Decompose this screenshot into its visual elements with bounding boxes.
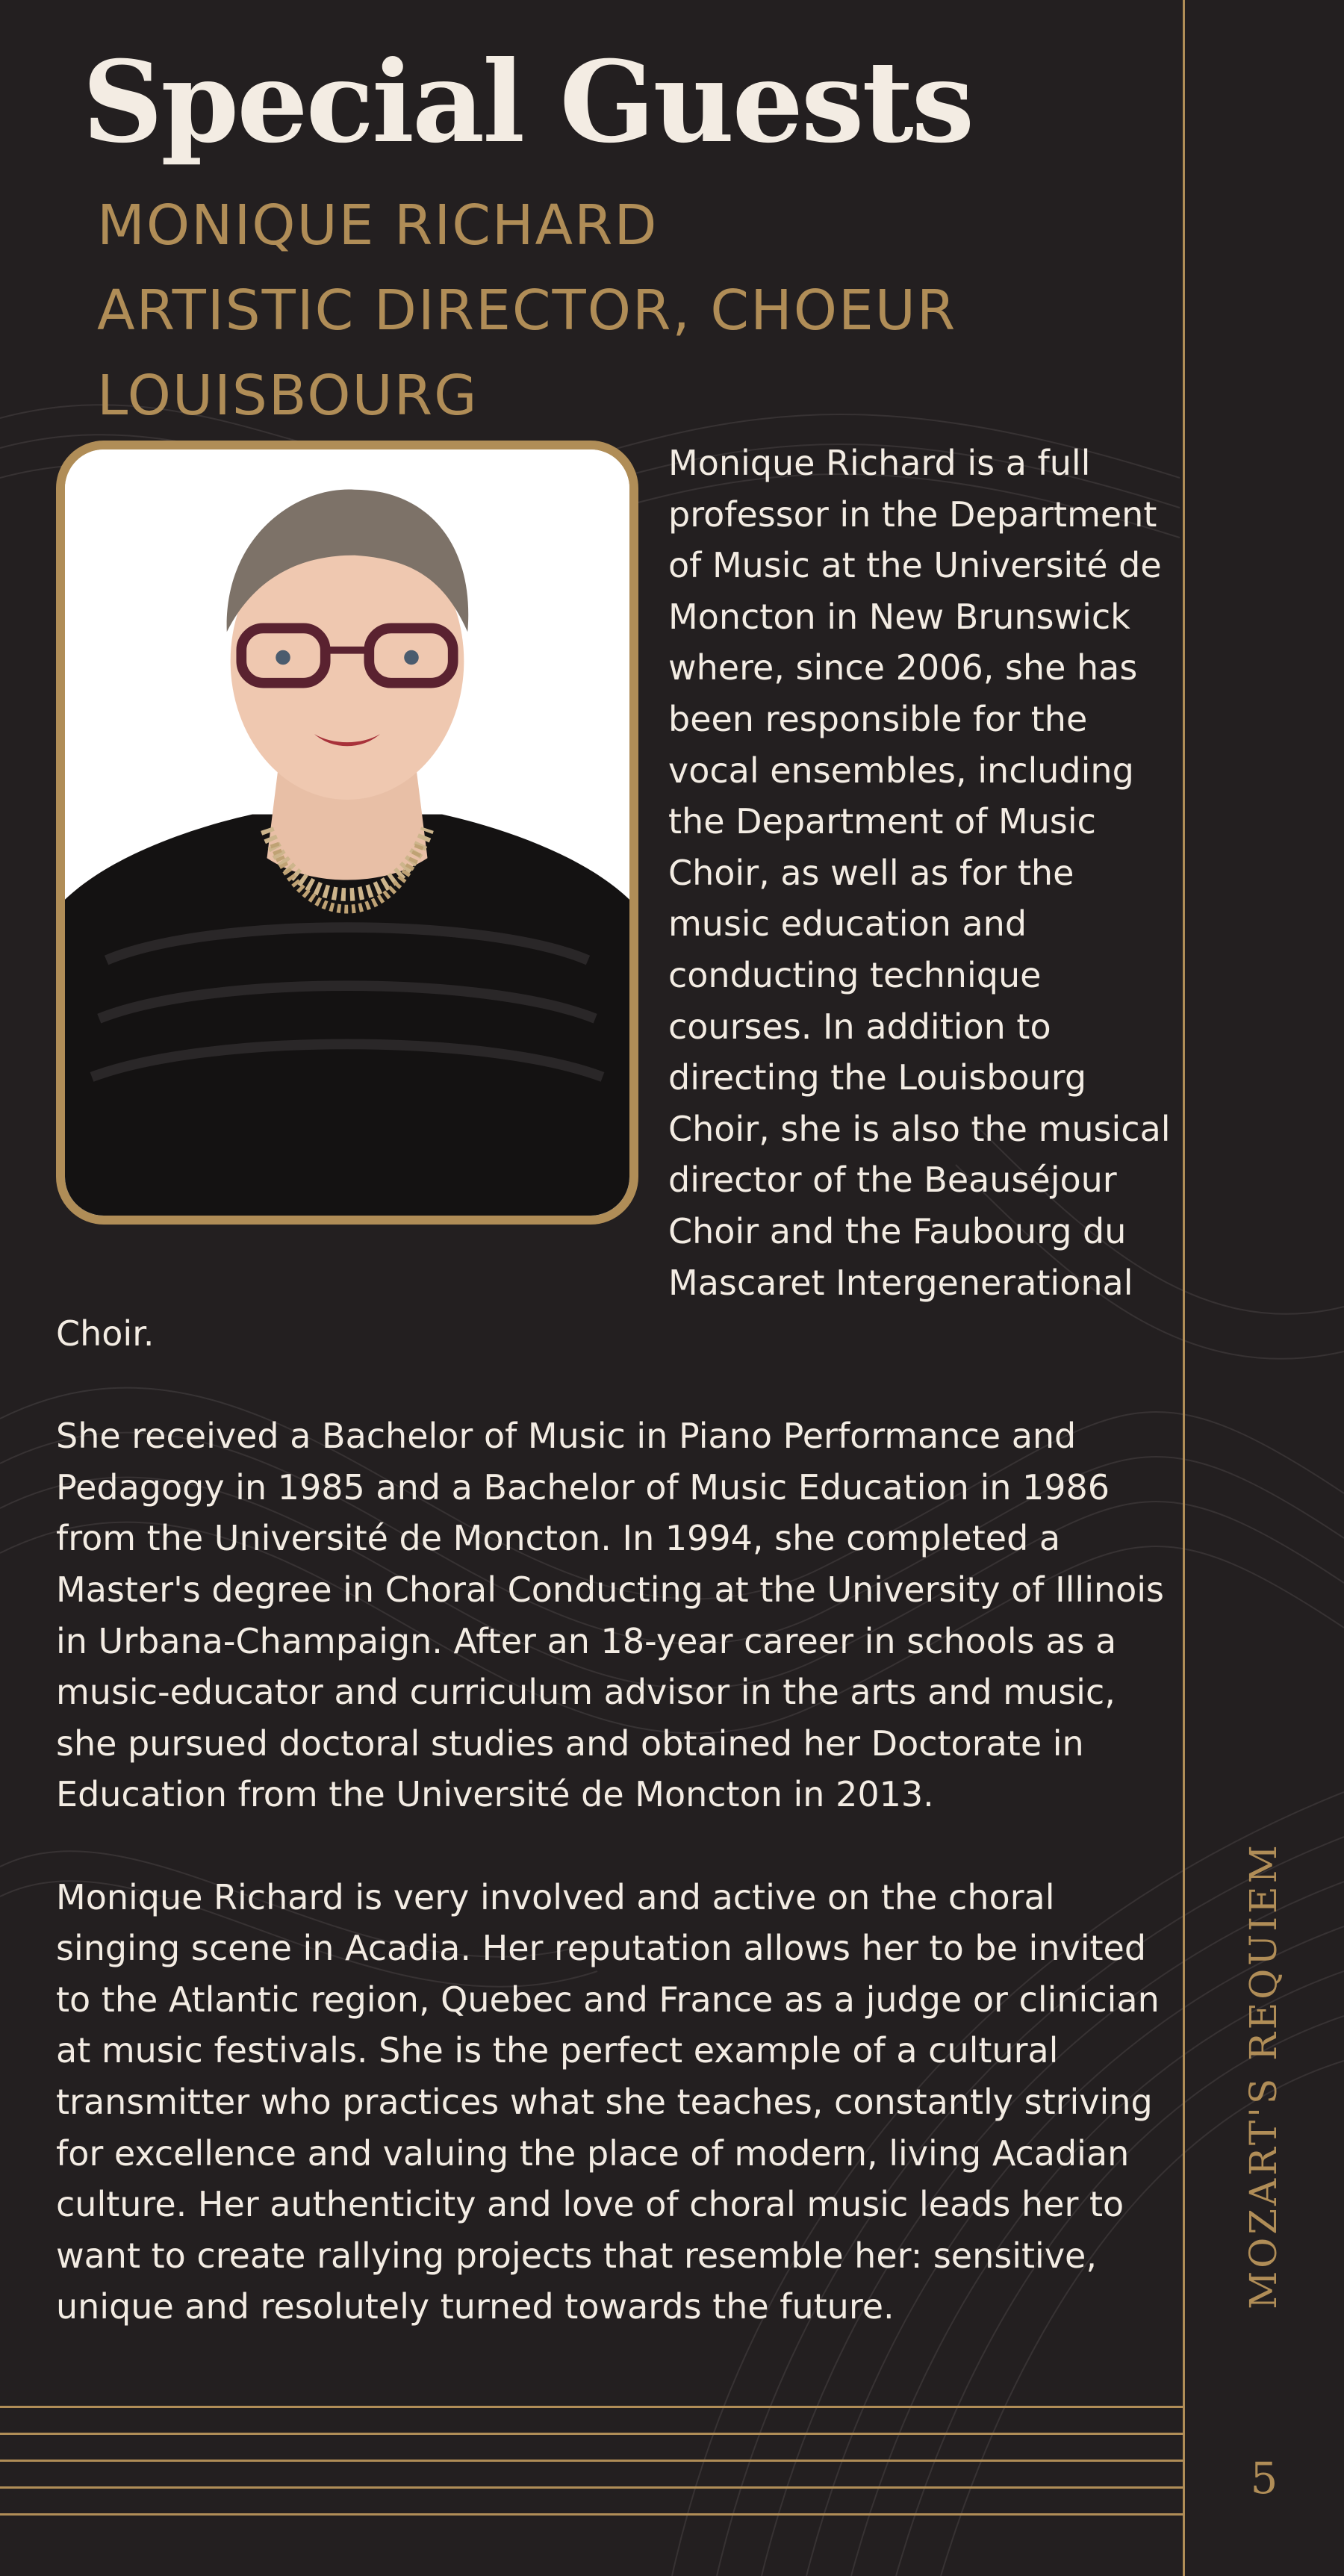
bottom-rule-4 [0, 2486, 1184, 2489]
guest-name: MONIQUE RICHARD [97, 193, 659, 258]
guest-role-line-2: LOUISBOURG [97, 364, 479, 428]
bio-paragraph-2: She received a Bachelor of Music in Piano Performance and Pedagogy in 1985 and a Bachelor of Music Education in 1986 from the Université de Moncton. In 1994, she completed a Master's degree in Choral Conducting at the University of Illinois in Urbana-Champaign. After an 18-year career in schools as a music-educator and curriculum advisor in the arts and music, she pursued doctoral studies and obtained her Doctorate in Education from the Université de Moncton in 2013. [56, 1416, 1165, 1815]
bottom-rule-2 [0, 2433, 1184, 2435]
sidebar-title: MOZART'S REQUIEM [1242, 1842, 1285, 2309]
page-title: Special Guests [82, 37, 973, 168]
bottom-rule-3 [0, 2460, 1184, 2462]
bottom-rule-1 [0, 2406, 1184, 2408]
bottom-rule-5 [0, 2513, 1184, 2516]
photo-text-wrap-spacer [56, 438, 668, 1257]
bio-paragraph-3: Monique Richard is very involved and active on the choral singing scene in Acadia. Her reputation allows her to be invited to the Atlantic region, Quebec and France as a judge or clinician at music festivals. She is the perfect example of a cultural transmitter who practices what she teaches, constantly striving for excellence and valuing the place of modern, living Acadian culture. Her authenticity and love of choral music leads her to want to create rallying projects that resemble her: sensitive, unique and resolutely turned towards the future. [56, 1876, 1160, 2327]
bio-paragraph-1: Monique Richard is a full professor in the Department of Music at the Université de Moncton in New Brunswick where, since 2006, she has been responsible for the vocal ensembles, including the Department of Music Choir, as well as for the music education and conducting technique courses. In addition to directing the Louisbourg Choir, she is also the musical director of the Beauséjour Choir and the Faubourg du Mascaret Intergenerational Choir. [56, 443, 1171, 1354]
guest-header [97, 183, 1157, 438]
guest-role-line-1: ARTISTIC DIRECTOR, CHOEUR [97, 279, 957, 343]
sidebar-divider [1183, 0, 1185, 2576]
guest-biography [56, 438, 1176, 2333]
page-number: 5 [1250, 2453, 1278, 2504]
